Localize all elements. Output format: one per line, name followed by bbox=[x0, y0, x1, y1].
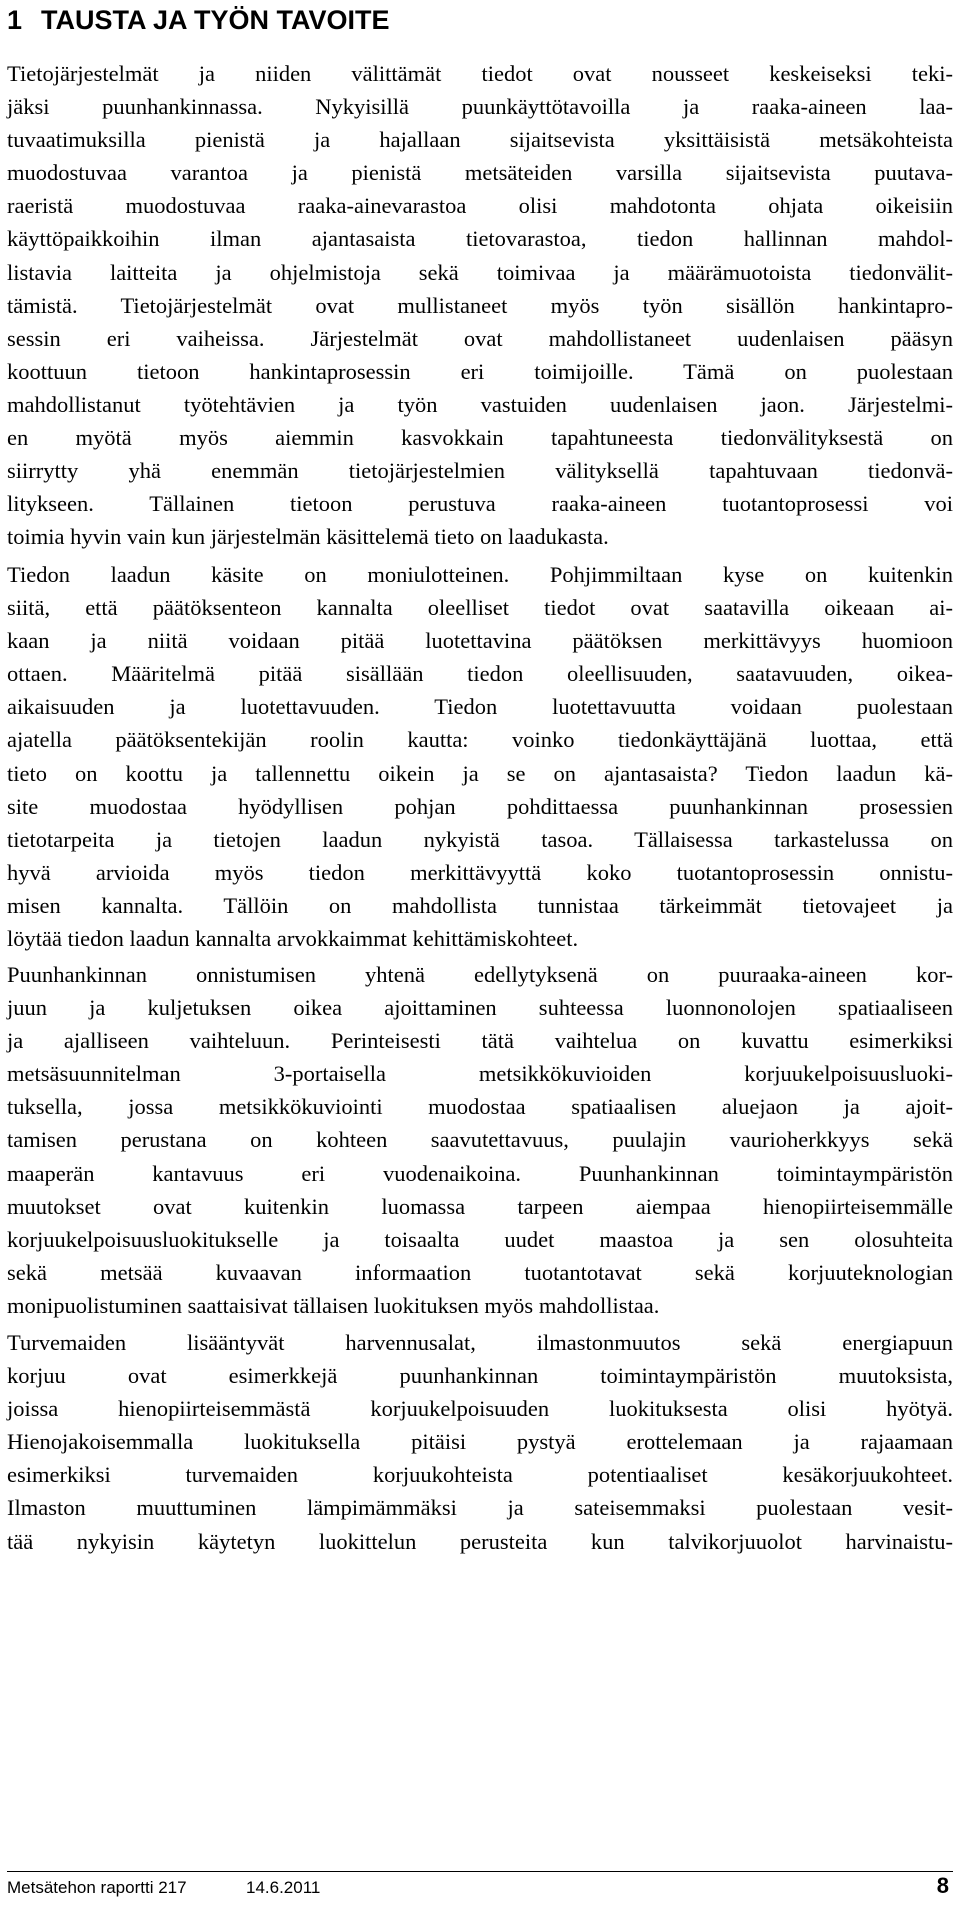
text-line: siirrytty yhä enemmän tietojärjestelmien välityksellä tapahtuvaan tiedonvä- bbox=[7, 458, 953, 484]
text-line: en myötä myös aiemmin kasvokkain tapahtuneesta tiedonvälityksestä on bbox=[7, 425, 953, 451]
text-line: tieto on koottu ja tallennettu oikein ja se on ajantasaista? Tiedon laadun kä- bbox=[7, 760, 953, 786]
page-number: 8 bbox=[936, 1873, 949, 1898]
paragraph-1 bbox=[7, 57, 953, 553]
text-line: Tietojärjestelmät ja niiden välittämät tiedot ovat nousseet keskeiseksi teki- bbox=[7, 61, 953, 86]
text-line: käyttöpaikkoihin ilman ajantasaista tietovarastoa, tiedon hallinnan mahdol- bbox=[7, 226, 953, 252]
text-line: Hienojakoisemmalla luokituksella pitäisi pystyä erottelemaan ja rajaamaan bbox=[7, 1429, 953, 1455]
text-line: juun ja kuljetuksen oikea ajoittaminen suhteessa luonnonolojen spatiaaliseen bbox=[7, 995, 953, 1021]
text-line: toimia hyvin vain kun järjestelmän käsittelemä tieto on laadukasta. bbox=[7, 524, 609, 550]
text-line: korjuukelpoisuusluokitukselle ja toisaalta uudet maastoa ja sen olosuhteita bbox=[7, 1226, 953, 1252]
text-line: siitä, että päätöksenteon kannalta oleelliset tiedot ovat saatavilla oikeaan ai- bbox=[7, 595, 953, 621]
text-line: listavia laitteita ja ohjelmistoja sekä toimivaa ja määrämuotoista tiedonvälit- bbox=[7, 259, 953, 285]
text-line: hyvä arvioida myös tiedon merkittävyyttä koko tuotantoprosessin onnistu- bbox=[7, 859, 953, 885]
footer-date: 14.6.2011 bbox=[246, 1878, 321, 1897]
text-line: esimerkiksi turvemaiden korjuukohteista potentiaaliset kesäkorjuukohteet. bbox=[7, 1462, 953, 1488]
text-line: mahdollistanut työtehtävien ja työn vastuiden uudenlaisen jaon. Järjestelmi- bbox=[7, 391, 953, 417]
text-line: misen kannalta. Tällöin on mahdollista tunnistaa tärkeimmät tietovajeet ja bbox=[7, 892, 953, 918]
text-line: tämistä. Tietojärjestelmät ovat mullistaneet myös työn sisällön hankintapro- bbox=[7, 292, 953, 318]
text-line: site muodostaa hyödyllisen pohjan pohdittaessa puunhankinnan prosessien bbox=[7, 793, 953, 819]
section-number: 1 bbox=[7, 5, 23, 35]
text-line: sekä metsää kuvaavan informaation tuotantotavat sekä korjuuteknologian bbox=[7, 1259, 953, 1285]
text-line: tamisen perustana on kohteen saavutettavuus, puulajin vaurioherkkyys sekä bbox=[7, 1127, 953, 1153]
text-line: monipuolistuminen saattaisivat tällaisen luokituksen myös mahdollistaa. bbox=[7, 1292, 660, 1318]
text-line: kaan ja niitä voidaan pitää luotettavina päätöksen merkittävyys huomioon bbox=[7, 628, 953, 654]
section-title: TAUSTA JA TYÖN TAVOITE bbox=[41, 5, 390, 35]
text-line: jäksi puunhankinnassa. Nykyisillä puunkäyttötavoilla ja raaka-aineen laa- bbox=[7, 94, 953, 120]
footer-divider bbox=[7, 1871, 953, 1872]
text-line: koottuun tietoon hankintaprosessin eri toimijoille. Tämä on puolestaan bbox=[7, 358, 953, 384]
text-line: Turvemaiden lisääntyvät harvennusalat, ilmastonmuutos sekä energiapuun bbox=[7, 1330, 953, 1355]
text-line: litykseen. Tällainen tietoon perustuva raaka-aineen tuotantoprosessi voi bbox=[7, 491, 953, 517]
text-line: ja ajalliseen vaihteluun. Perinteisesti tätä vaihtelua on kuvattu esimerkiksi bbox=[7, 1028, 953, 1054]
text-line: Puunhankinnan onnistumisen yhtenä edellytyksenä on puuraaka-aineen kor- bbox=[7, 962, 953, 987]
text-line: ottaen. Määritelmä pitää sisällään tiedon oleellisuuden, saatavuuden, oikea- bbox=[7, 661, 953, 687]
text-line: ajatella päätöksentekijän roolin kautta: voinko tiedonkäyttäjänä luottaa, että bbox=[7, 727, 953, 753]
text-line: Tiedon laadun käsite on moniulotteinen. Pohjimmiltaan kyse on kuitenkin bbox=[7, 562, 953, 587]
text-line: aikaisuuden ja luotettavuuden. Tiedon luotettavuutta voidaan puolestaan bbox=[7, 694, 953, 720]
paragraph-4 bbox=[7, 1326, 953, 1558]
text-line: tuvaatimuksilla pienistä ja hajallaan sijaitsevista yksittäisistä metsäkohteista bbox=[7, 127, 953, 153]
paragraph-3 bbox=[7, 958, 953, 1322]
paragraph-2 bbox=[7, 558, 953, 955]
text-line: tuksella, jossa metsikkökuviointi muodostaa spatiaalisen aluejaon ja ajoit- bbox=[7, 1094, 953, 1120]
text-line: tietotarpeita ja tietojen laadun nykyistä tasoa. Tällaisessa tarkastelussa on bbox=[7, 826, 953, 852]
footer-report-title: Metsätehon raportti 217 bbox=[7, 1878, 187, 1897]
text-line: raeristä muodostuvaa raaka-ainevarastoa olisi mahdotonta ohjata oikeisiin bbox=[7, 193, 953, 219]
text-line: Ilmaston muuttuminen lämpimämmäksi ja sateisemmaksi puolestaan vesit- bbox=[7, 1495, 953, 1521]
text-line: maaperän kantavuus eri vuodenaikoina. Puunhankinnan toimintaympäristön bbox=[7, 1160, 953, 1186]
text-line: joissa hienopiirteisemmästä korjuukelpoisuuden luokituksesta olisi hyötyä. bbox=[7, 1396, 953, 1422]
text-line: sessin eri vaiheissa. Järjestelmät ovat mahdollistaneet uudenlaisen pääsyn bbox=[7, 325, 953, 351]
text-line: muutokset ovat kuitenkin luomassa tarpeen aiempaa hienopiirteisemmälle bbox=[7, 1193, 953, 1219]
text-line: löytää tiedon laadun kannalta arvokkaimmat kehittämiskohteet. bbox=[7, 926, 579, 952]
text-line: metsäsuunnitelman 3-portaisella metsikkökuvioiden korjuukelpoisuusluoki- bbox=[7, 1061, 953, 1087]
text-line: tää nykyisin käytetyn luokittelun perusteita kun talvikorjuuolot harvinaistu- bbox=[7, 1528, 953, 1554]
section-heading bbox=[7, 2, 390, 38]
text-line: korjuu ovat esimerkkejä puunhankinnan toimintaympäristön muutoksista, bbox=[7, 1363, 953, 1389]
text-line: muodostuvaa varantoa ja pienistä metsäteiden varsilla sijaitsevista puutava- bbox=[7, 160, 953, 186]
page-footer bbox=[7, 1875, 953, 1901]
